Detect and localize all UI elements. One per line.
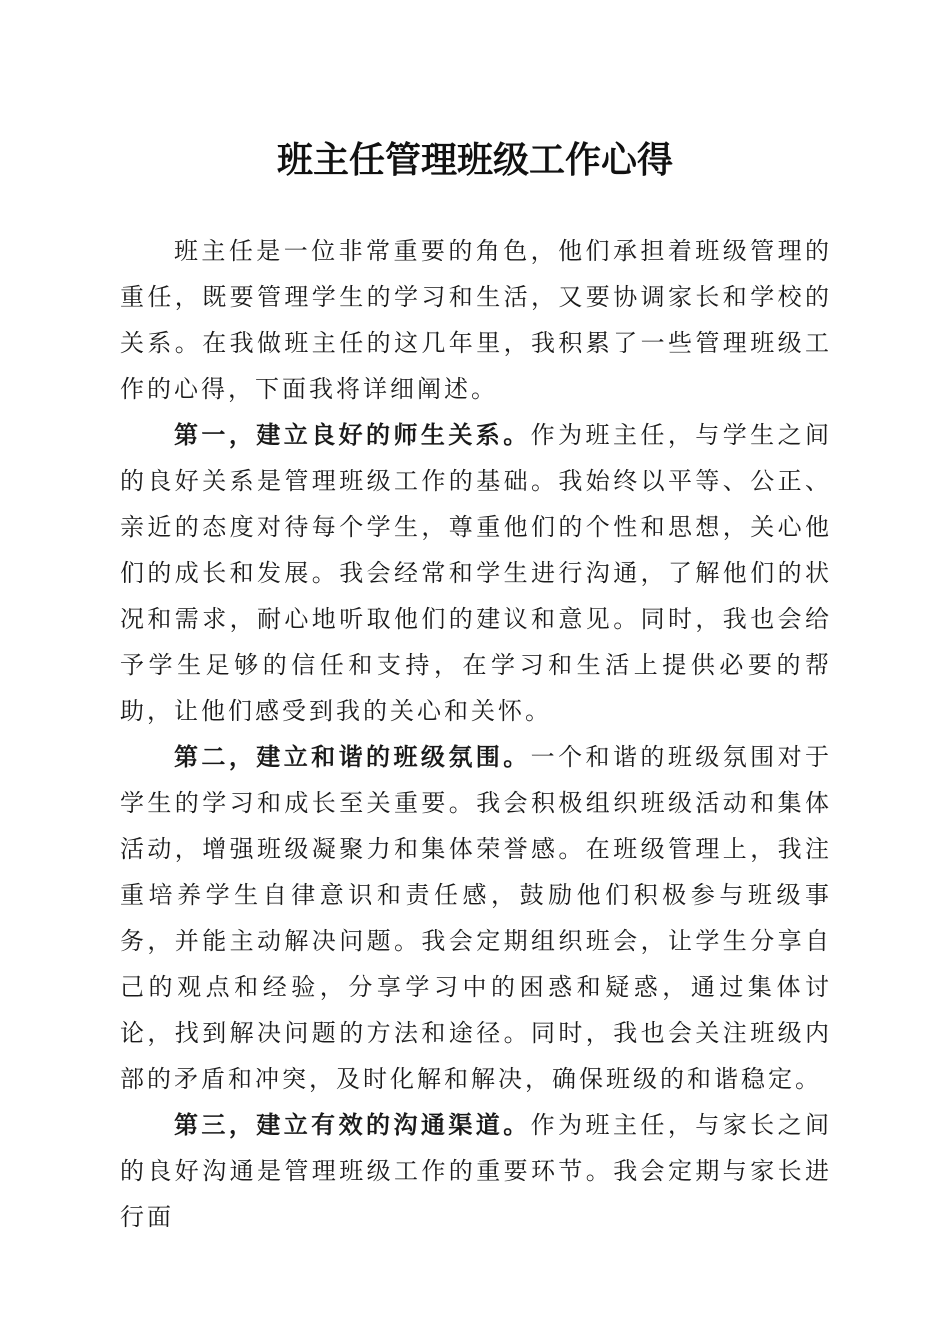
paragraph-third-heading: 第三，建立有效的沟通渠道。	[174, 1110, 531, 1139]
paragraph-second	[120, 734, 832, 1102]
paragraph-third	[120, 1102, 832, 1240]
document-body	[120, 228, 832, 1240]
paragraph-first-text: 作为班主任，与学生之间的良好关系是管理班级工作的基础。我始终以平等、公正、亲近的态度对待每个学生，尊重他们的个性和思想，关心他们的成长和发展。我会经常和学生进行沟通，了解他们的状况和需求，耐心地听取他们的建议和意见。同时，我也会给予学生足够的信任和支持，在学习和生活上提供必要的帮助，让他们感受到我的关心和关怀。	[120, 421, 833, 725]
paragraph-first-heading: 第一，建立良好的师生关系。	[174, 420, 531, 449]
paragraph-second-heading: 第二，建立和谐的班级氛围。	[174, 742, 531, 771]
paragraph-first	[120, 412, 832, 734]
paragraph-intro	[120, 228, 832, 412]
paragraph-third-text: 作为班主任，与家长之间的良好沟通是管理班级工作的重要环节。我会定期与家长进行面	[120, 1111, 833, 1231]
paragraph-intro-text: 班主任是一位非常重要的角色，他们承担着班级管理的重任，既要管理学生的学习和生活，又要协调家长和学校的关系。在我做班主任的这几年里，我积累了一些管理班级工作的心得，下面我将详细阐述。	[120, 237, 832, 403]
paragraph-second-text: 一个和谐的班级氛围对于学生的学习和成长至关重要。我会积极组织班级活动和集体活动，增强班级凝聚力和集体荣誉感。在班级管理上，我注重培养学生自律意识和责任感，鼓励他们积极参与班级事务，并能主动解决问题。我会定期组织班会，让学生分享自己的观点和经验，分享学习中的困惑和疑惑，通过集体讨论，找到解决问题的方法和途径。同时，我也会关注班级内部的矛盾和冲突，及时化解和解决，确保班级的和谐稳定。	[120, 743, 833, 1093]
document-title: 班主任管理班级工作心得	[276, 139, 673, 181]
